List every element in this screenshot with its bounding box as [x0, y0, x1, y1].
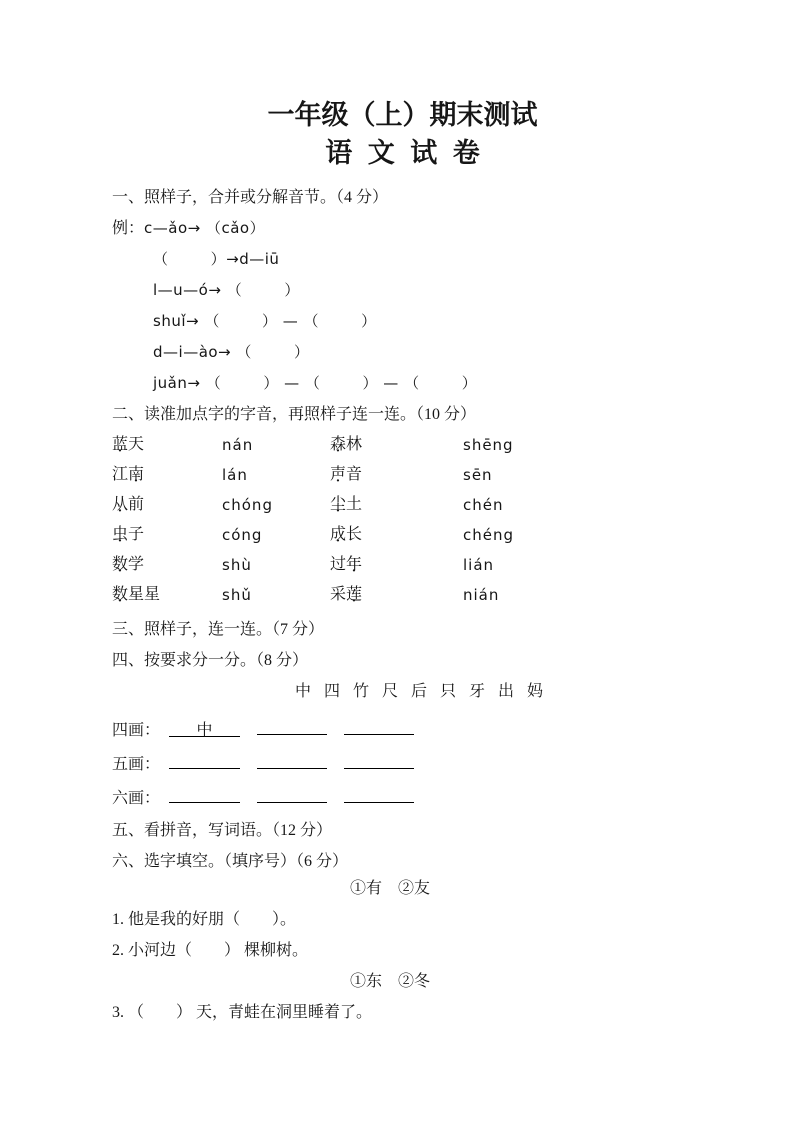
- word-with-dot: 成 ·长: [330, 520, 463, 550]
- word-with-dot: 过年 ·: [330, 550, 463, 580]
- word-with-dot: 江南 ·: [112, 460, 222, 490]
- match-row: [112, 550, 693, 580]
- section-1-example-line: [112, 213, 693, 244]
- pinyin-option: lán: [222, 466, 248, 484]
- pinyin-option: chóng: [222, 496, 273, 514]
- section-1-heading: 一、照样子，合并或分解音节。（4 分）: [112, 189, 389, 206]
- pinyin-exercise-line: shuǐ→ （ ） — （ ）: [153, 312, 377, 330]
- stroke-count-exercise: [112, 713, 693, 815]
- page-subtitle: 语 文 试 卷: [325, 138, 480, 168]
- match-row: [112, 580, 693, 610]
- option-group-dong: ①东 ②冬: [350, 973, 431, 990]
- answer-blank: 中: [169, 715, 240, 737]
- pinyin-option: cóng: [222, 526, 263, 544]
- pinyin-option: shù: [222, 556, 252, 574]
- pinyin-option: chén: [463, 496, 504, 514]
- stroke-row-label: 五画：: [112, 756, 161, 773]
- pinyin-exercise-line: d—i—ào→ （ ）: [153, 343, 310, 361]
- word-with-dot: 采莲 ·: [330, 580, 463, 610]
- section-2-heading: 二、读准加点字的字音，再照样子连一连。（10 分）: [112, 406, 477, 423]
- pinyin-option: sēn: [463, 466, 493, 484]
- stroke-row-label: 六画：: [112, 790, 161, 807]
- answer-blank: [169, 747, 240, 769]
- dotted-char: 年 ·: [346, 550, 362, 580]
- answer-blank: [344, 747, 414, 769]
- word-with-dot: 声 ·音: [330, 460, 463, 490]
- dotted-char: 成 ·: [330, 520, 346, 550]
- match-row: [112, 460, 693, 490]
- dotted-char: 南 ·: [128, 460, 144, 490]
- stroke-count-row: [112, 781, 693, 815]
- page-title: 一年级（上）期末测试: [267, 100, 538, 130]
- answer-blank: [257, 781, 327, 803]
- dotted-char: 数 ·: [112, 580, 128, 610]
- word-with-dot: 数 ·星星: [112, 580, 222, 610]
- answer-blank: [344, 781, 414, 803]
- pinyin-exercise-line: juǎn→ （ ） — （ ） — （ ）: [153, 374, 478, 392]
- match-row: [112, 430, 693, 460]
- pinyin-option: shǔ: [222, 586, 252, 604]
- pinyin-exercise-line: （ ）→d—iū: [153, 250, 280, 268]
- dotted-char: 声 ·: [330, 460, 346, 490]
- stroke-count-row: [112, 713, 693, 747]
- pinyin-exercise-line: l—u—ó→ （ ）: [153, 281, 300, 299]
- section-4-heading: 四、按要求分一分。（8 分）: [112, 652, 309, 669]
- section-3-heading: 三、照样子，连一连。（7 分）: [112, 621, 325, 638]
- dotted-char: 数 ·: [112, 550, 128, 580]
- pinyin-option: nán: [222, 436, 254, 454]
- stroke-count-row: [112, 747, 693, 781]
- pinyin-option: nián: [463, 586, 500, 604]
- example-pinyin: c—ǎo→ （cǎo）: [144, 219, 266, 237]
- answer-blank: [257, 747, 327, 769]
- stroke-row-label: 四画：: [112, 722, 161, 739]
- section-5-heading: 五、看拼音，写词语。（12 分）: [112, 822, 333, 839]
- match-row: [112, 490, 693, 520]
- fill-in-item-1: 1. 他是我的好朋（ ）。: [112, 911, 297, 928]
- word-with-dot: 虫 ·子: [112, 520, 222, 550]
- option-group-you: ①有 ②友: [350, 880, 431, 897]
- dotted-char: 莲 ·: [346, 580, 362, 610]
- word-with-dot: 尘 ·土: [330, 490, 463, 520]
- answer-blank: [257, 713, 327, 735]
- dotted-char: 虫 ·: [112, 520, 128, 550]
- word-with-dot: 蓝 ·天: [112, 430, 222, 460]
- dotted-char: 从 ·: [112, 490, 128, 520]
- word-with-dot: 森 ·林: [330, 430, 463, 460]
- fill-in-item-3: 3. （ ） 天，青蛙在洞里睡着了。: [112, 1004, 373, 1021]
- dotted-char: 蓝 ·: [112, 430, 128, 460]
- dotted-char: 森 ·: [330, 430, 346, 460]
- fill-in-item-2: 2. 小河边（ ） 棵柳树。: [112, 942, 309, 959]
- section-6-heading: 六、选字填空。（填序号）（6 分）: [112, 853, 349, 870]
- word-with-dot: 从 ·前: [112, 490, 222, 520]
- answer-blank: [344, 713, 414, 735]
- pinyin-option: shēng: [463, 436, 514, 454]
- match-row: [112, 520, 693, 550]
- pinyin-option: lián: [463, 556, 495, 574]
- pinyin-option: chéng: [463, 526, 515, 544]
- answer-blank: [169, 781, 240, 803]
- example-label: 例：: [112, 220, 145, 237]
- dotted-char: 尘 ·: [330, 490, 346, 520]
- word-with-dot: 数 ·学: [112, 550, 222, 580]
- character-bank: 中 四 竹 尺 后 只 牙 出 妈: [295, 683, 544, 700]
